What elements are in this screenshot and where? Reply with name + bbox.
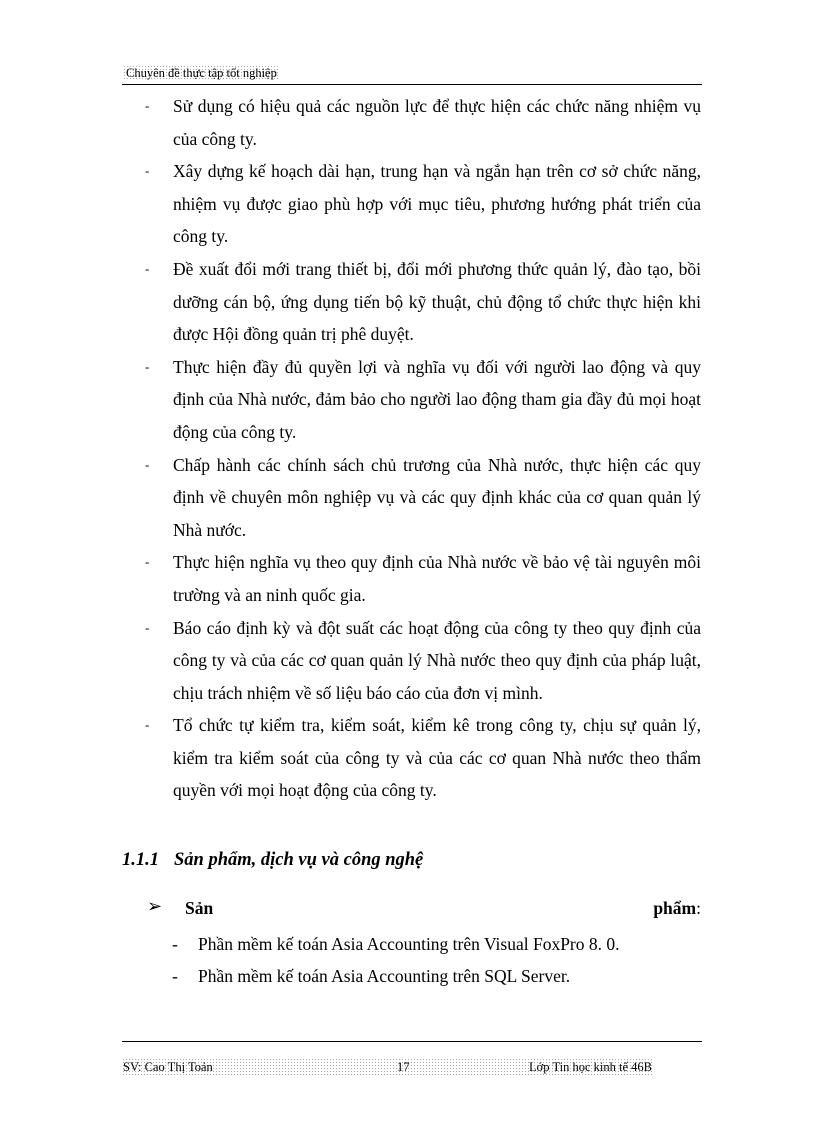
list-item-text: Báo cáo định kỳ và đột suất các hoạt động của công ty theo quy định của công ty và của các cơ quan quản lý Nhà nước theo quy định của pháp luật, chịu trách nhiệm về số liệu báo cáo của đơn vị mình.: [173, 617, 701, 703]
subheading-word-1: Sản: [185, 898, 214, 918]
dash-bullet-icon: -: [172, 934, 178, 954]
list-item-text: Đề xuất đổi mới trang thiết bị, đổi mới phương thức quản lý, đào tạo, bồi dưỡng cán bộ, ứng dụng tiến bộ kỹ thuật, chủ động tổ chức thực hiện khi được Hội đồng quản trị phê duyệt.: [173, 258, 701, 345]
list-item-text: Thực hiện nghĩa vụ theo quy định của Nhà nước về bảo vệ tài nguyên môi trường và an ninh quốc gia.: [173, 552, 701, 605]
arrow-bullet-icon: ➢: [147, 896, 163, 916]
header-title: Chuyên đề thực tập tốt nghiệp: [123, 65, 280, 81]
footer-page-number: 17: [397, 1060, 410, 1074]
list-item: [145, 709, 701, 807]
list-item: [145, 90, 701, 155]
list-item: [145, 449, 701, 547]
list-item-text: Sử dụng có hiệu quả các nguồn lực để thực hiện các chức năng nhiệm vụ của công ty.: [173, 96, 701, 149]
list-item: [145, 253, 701, 351]
section-number: 1.1.1: [122, 850, 159, 870]
dash-bullet-icon: -: [145, 358, 150, 374]
footer-class: Lớp Tin học kinh tế 46B: [529, 1060, 652, 1074]
subheading-colon: :: [696, 898, 701, 918]
dash-bullet-icon: -: [172, 966, 178, 986]
page-header: [122, 64, 702, 85]
list-item: [145, 155, 701, 253]
list-item-text: Chấp hành các chính sách chủ trương của Nhà nước, thực hiện các quy định về chuyên môn nghiệp vụ và các quy định khác của cơ quan quản lý Nhà nước.: [173, 454, 701, 540]
list-item-text: Xây dựng kế hoạch dài hạn, trung hạn và ngắn hạn trên cơ sở chức năng, nhiệm vụ được giao phù hợp với mục tiêu, phương hướng phát triển của công ty.: [173, 161, 701, 247]
products-list: [172, 928, 620, 992]
dash-bullet-icon: -: [145, 98, 150, 113]
subheading-word-2: [653, 898, 701, 919]
subheading-word-2-text: phẩm: [653, 898, 697, 918]
list-item-text: Phần mềm kế toán Asia Accounting trên SQL Server.: [198, 966, 571, 986]
duties-list: [145, 90, 701, 807]
footer-bar: [122, 1058, 652, 1076]
page-footer: [122, 1041, 702, 1074]
list-item: [172, 928, 620, 960]
list-item: [145, 351, 701, 449]
dash-bullet-icon: -: [145, 717, 150, 733]
dash-bullet-icon: -: [145, 163, 150, 179]
dash-bullet-icon: -: [145, 260, 150, 276]
list-item: [145, 546, 701, 611]
section-title: Sản phẩm, dịch vụ và công nghệ: [174, 850, 424, 870]
section-heading: [122, 850, 423, 871]
list-item-text: Tổ chức tự kiểm tra, kiểm soát, kiểm kê trong công ty, chịu sự quản lý, kiểm tra kiểm soát của công ty và của các cơ quan Nhà nước theo thẩm quyền với mọi hoạt động của công ty.: [173, 715, 701, 801]
dash-bullet-icon: -: [145, 619, 150, 635]
list-item-text: Thực hiện đầy đủ quyền lợi và nghĩa vụ đối với người lao động và quy định của Nhà nước, đảm bảo cho người lao động tham gia đầy đủ mọi hoạt động của công ty.: [173, 356, 701, 442]
footer-student: SV: Cao Thị Toản: [123, 1060, 213, 1074]
list-item: [145, 612, 701, 710]
list-item: [172, 960, 620, 992]
dash-bullet-icon: -: [145, 554, 150, 570]
dash-bullet-icon: -: [145, 456, 150, 472]
list-item-text: Phần mềm kế toán Asia Accounting trên Visual FoxPro 8. 0.: [198, 934, 620, 954]
